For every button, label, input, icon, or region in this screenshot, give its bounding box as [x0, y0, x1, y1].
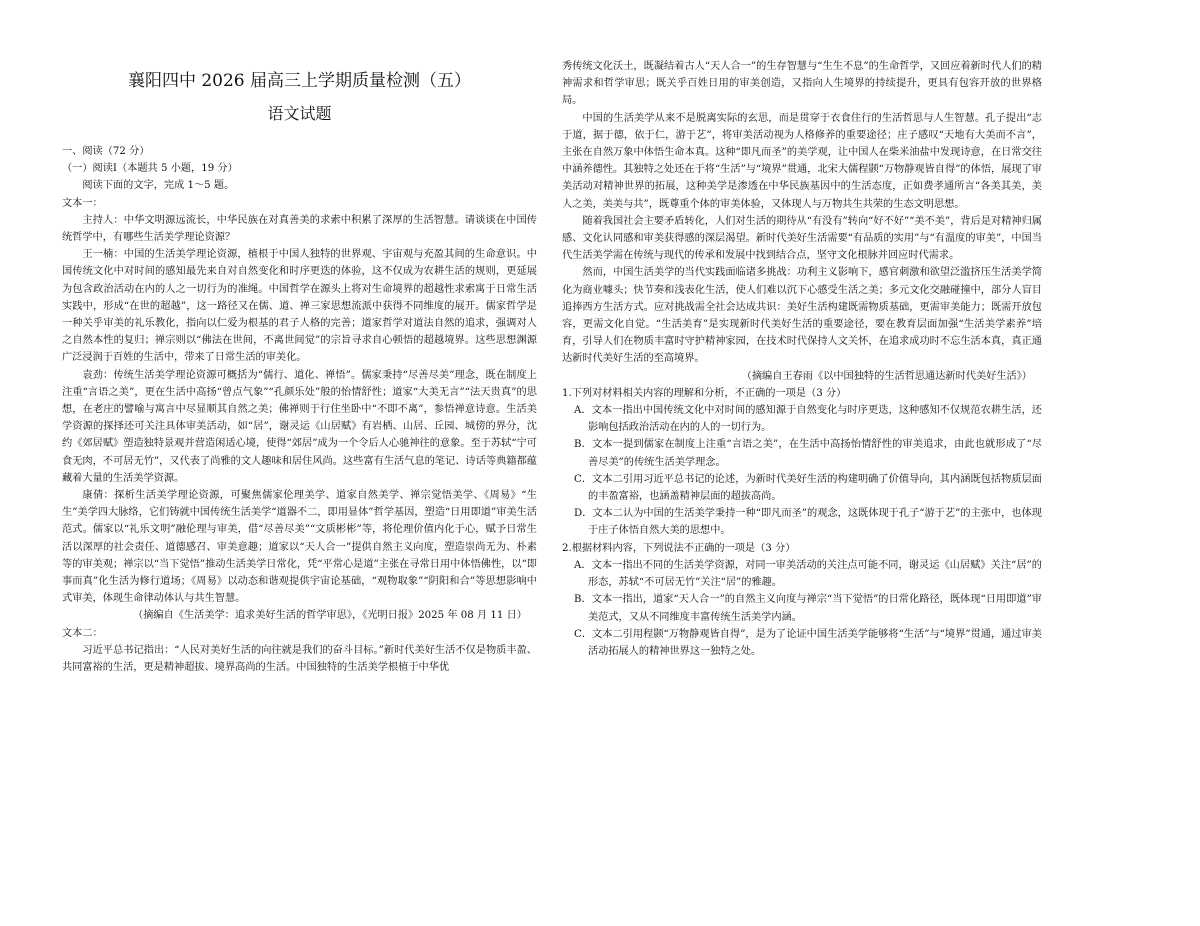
right-column	[562, 58, 1042, 660]
question-1: 1.下列对材料相关内容的理解和分析，不正确的一项是（3 分）	[562, 387, 847, 399]
option: D．文本二认为中国的生活美学秉持一种“即凡而圣”的观念，这既体现于孔子“游于艺”的主张中，也体现于庄子体悟自然大美的思想中。	[574, 508, 1042, 537]
paragraph: 中国的生活美学从来不是脱离实际的玄思，而是贯穿于衣食住行的生活哲思与人生智慧。孔子提出“志于道，据于德，依于仁，游于艺”，将审美活动视为人格修养的重要途径；庄子感叹“天地有大美而不言”，主张在自然万象中体悟生命本真。这种“即凡而圣”的美学观，让中国人在柴米油盐中发现诗意，在日常交往中涵养德性。其独特之处还在于将“生活”与“境界”贯通，北宋大儒程颢“万物静观皆自得”的体悟，展现了审美活动对精神世界的拓展，这种美学是渗透在中华民族基因中的生活态度，正如费孝通所言“各美其美，美人之美，美美与共”，既尊重个体的审美体验，又体现人与万物共生共荣的生态文明思想。	[562, 112, 1042, 210]
option: A．文本一指出中国传统文化中对时间的感知源于自然变化与时序更迭，这种感知不仅规范农耕生活，还影响包括政治活动在内的人的一切行为。	[574, 405, 1042, 434]
option: C．文本二引用习近平总书记的论述，为新时代美好生活的构建明确了价值导向，其内涵既包括物质层面的丰盈富裕，也涵盖精神层面的超拔高尚。	[574, 473, 1042, 503]
exam-subtitle: 语文试题	[267, 104, 332, 123]
exam-title: 襄阳四中 2026 届高三上学期质量检测（五）	[127, 71, 472, 91]
text1-label: 文本一：	[62, 197, 103, 209]
option: B．文本一提到儒家在制度上注重“言语之美”，在生活中高扬怡情舒性的审美追求，由此也就形成了“尽善尽美”的传统生活美学理念。	[574, 439, 1042, 468]
section-heading: 一、阅读（72 分）	[62, 146, 150, 157]
paragraph: 主持人：中华文明源远流长，中华民族在对真善美的求索中积累了深厚的生活智慧。请谈谈在中国传统哲学中，有哪些生活美学理论资源？	[62, 214, 537, 244]
paragraph: 习近平总书记指出：“人民对美好生活的向往就是我们的奋斗目标。”新时代美好生活不仅是物质丰盈、共同富裕的生活，更是精神超拔、境界高尚的生活。中国独特的生活美学根植于中华优	[62, 644, 537, 674]
paragraph: 袁劲：传统生活美学理论资源可概括为“儒行、道化、禅悟”。儒家秉持“尽善尽美”理念，既在制度上注重“言语之美”，更在生活中高扬“曾点气象”“孔颜乐处”般的怡情舒性；道家“大美无言”“法天贵真”的思想，在老庄的譬喻与寓言中尽显顺其自然之美；佛禅则于行住坐卧中“不即不离”，参悟禅意诗意。生活美学资源的探择还可关注具体审美活动，如“居”，谢灵运《山居赋》有岩栖、山居、丘园、城傍的界分，沈约《郊居赋》塑造独特景观并营造闲适心境，使得“郊居”成为一个令后人心驰神往的意象。至于苏轼“宁可食无肉，不可居无竹”，又代表了尚雅的文人趣味和居住风尚。这些富有生活气息的笔记、诗话等典籍都蕴藏着大量的生活美学资源。	[62, 369, 537, 484]
paragraph: 然而，中国生活美学的当代实践面临诸多挑战：功利主义影响下，感官刺激和欲望泛滥挤压生活美学简化为商业噱头；快节奏和浅表化生活，使人们难以沉下心感受生活之美；多元文化交融碰撞中，部分人盲目追捧西方生活方式。应对挑战需全社会达成共识：美好生活构建既需物质基础，更需审美能力；既需开放包容，更需文化自觉。“生活美育”是实现新时代美好生活的重要途径，要在教育层面加强“生活美学素养”培育，引导人们在物质丰富时守护精神家园，在技术时代保持人文关怀，在追求成功时不忘生活本真，真正通达新时代美好生活的至高境界。	[562, 267, 1042, 365]
source-citation: （摘编自《生活美学：追求美好生活的哲学审思》，《光明日报》2025 年 08 月 11 日）	[132, 610, 527, 622]
option: B．文本一指出，道家“天人合一”的自然主义向度与禅宗“当下觉悟”的日常化路径，既体现“日用即道”审美范式，又从不同维度丰富传统生活美学内涵。	[574, 594, 1042, 623]
instruction: 阅读下面的文字，完成 1～5 题。	[82, 180, 235, 192]
paragraph: 王一楠：中国的生活美学理论资源，植根于中国人独特的世界观、宇宙观与充盈其间的生命意识。中国传统文化中对时间的感知最先来自对自然变化和时序更迭的体验，这不仅成为农耕生活的规则，更延展为包含政治活动在内的人之一切行为的准绳。中国哲学在源头上将对生命境界的超越性求索寓于日常生活实践中，形成“在世的超越”，这一路径又在儒、道、禅三家思想流派中获得不同维度的展开。儒家哲学是一种关乎审美的礼乐教化，指向以仁爱为根基的君子人格的完善；道家哲学对道法自然的追求，强调对人之自然本性的复归；禅宗则以“佛法在世间，不离世间觉”的宗旨寻求自心顿悟的超越境界。这些思想渊源广泛浸润于百姓的生活中，带来了日常生活的审美化。	[62, 249, 537, 364]
paragraph: 秀传统文化沃土，既凝结着古人“天人合一”的生存智慧与“生生不息”的生命哲学，又回应着新时代人们的精神需求和哲学审思；既关乎百姓日用的审美创造，又指向人生境界的持续提升，更具有包容开放的世界格局。	[562, 61, 1042, 107]
paragraph: 康倩：探析生活美学理论资源，可聚焦儒家伦理美学、道家自然美学、禅宗觉悟美学、《周易》“生生”美学四大脉络，它们铸就中国传统生活美学“道器不二，即用显体”哲学基因，塑造“日用即道”审美生活范式。儒家以“礼乐文明”融伦理与审美，借“尽善尽美”“文质彬彬”等，将伦理价值内化于心，赋予日常生活以深厚的社会责任、道德感召、审美意趣；道家以“天人合一”提供自然主义向度，塑造崇尚无为、朴素等的审美观；禅宗以“当下觉悟”推动生活美学日常化，凭“平常心是道”主张在寻常日用中体悟佛性，以“即事而真”化生活为修行道场；《周易》以动态和谐观提供宇宙论基础，“观物取象”“阴阳和合”等思想影响中式审美，体现生命律动体认与共生智慧。	[62, 490, 537, 605]
option: A．文本一指出不同的生活美学资源，对同一审美活动的关注点可能不同，谢灵运《山居赋》关注“居”的形态，苏轼“不可居无竹”关注“居”的雅趣。	[574, 559, 1042, 589]
left-column	[62, 143, 537, 676]
option: C．文本二引用程颢“万物静观皆自得”，是为了论证中国生活美学能够将“生活”与“境界”贯通，通过审美活动拓展人的精神世界这一独特之处。	[574, 628, 1042, 657]
source-citation: （摘编自王春雨《以中国独特的生活哲思通达新时代美好生活》）	[741, 370, 1032, 382]
text2-label: 文本二：	[62, 627, 103, 639]
question-2: 2.根据材料内容，下列说法不正确的一项是（3 分）	[562, 542, 796, 554]
subsection-heading: （一）阅读Ⅰ（本题共 5 小题，19 分）	[62, 163, 238, 175]
paragraph: 随着我国社会主要矛盾转化，人们对生活的期待从“有没有”转向“好不好”“美不美”，背后是对精神归属感、文化认同感和审美获得感的深层渴望。新时代美好生活需要“有品质的实用”与“有温度的审美”，中国当代生活美学需在传统与现代的传承和发展中找到结合点，坚守文化根脉并回应时代需求。	[562, 215, 1042, 262]
